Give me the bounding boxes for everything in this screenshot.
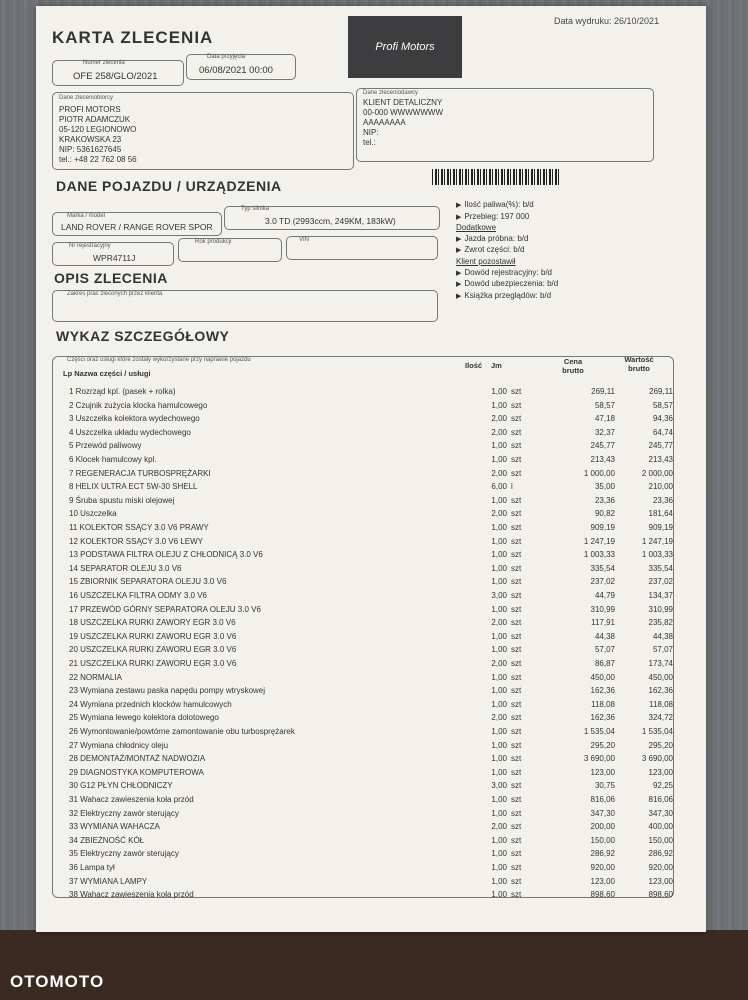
table-row xyxy=(53,577,673,591)
item-unit: szt xyxy=(511,387,522,396)
item-unit: szt xyxy=(511,468,522,478)
item-value: 118,08 xyxy=(649,699,673,709)
item-price: 335,54 xyxy=(590,563,615,573)
item-unit: szt xyxy=(511,781,522,791)
table-row xyxy=(53,537,673,551)
vehicle-section-title: DANE POJAZDU / URZĄDZENIA xyxy=(56,178,282,194)
item-name: 33 WYMIANA WAHACZA xyxy=(69,822,160,832)
table-row xyxy=(53,496,673,510)
table-row xyxy=(53,509,673,523)
item-name: 24 Wymiana przednich klocków hamulcowych xyxy=(69,699,232,709)
item-name: 36 Lampa tył xyxy=(69,863,115,872)
item-name: 2 Czujnik zużycia klocka hamulcowego xyxy=(69,400,208,410)
item-unit: szt xyxy=(511,441,522,451)
item-value: 58,57 xyxy=(652,400,673,410)
item-name: 5 Przewód paliwowy xyxy=(69,441,142,451)
item-name: 31 Wahacz zawieszenia koła przód xyxy=(69,795,194,804)
item-value: 150,00 xyxy=(648,835,673,845)
item-qty: 1,00 xyxy=(491,876,507,886)
order-number: OFE 258/GLO/2021 xyxy=(73,71,158,82)
registration-label: Nr rejestracyjny xyxy=(69,243,111,249)
table-row xyxy=(53,564,673,578)
arrow-right-icon: ▶ xyxy=(456,269,462,277)
item-name: 16 USZCZELKA FILTRA ODMY 3.0 V6 xyxy=(69,591,207,600)
arrow-right-icon: ▶ xyxy=(456,202,462,209)
item-unit: szt xyxy=(511,550,522,560)
status-fuel: ▶ Ilość paliwa(%): b/d xyxy=(456,200,558,212)
item-value: 310,99 xyxy=(648,604,673,614)
item-value: 2 000,00 xyxy=(641,468,673,478)
item-unit: szt xyxy=(511,699,522,709)
item-qty: 1,00 xyxy=(491,631,507,641)
item-price: 162,36 xyxy=(590,686,615,696)
item-qty: 1,00 xyxy=(491,699,507,709)
table-row xyxy=(53,849,673,863)
item-name: 23 Wymiana zestawu paska napędu pompy wtryskowej xyxy=(69,686,266,696)
print-date: Data wydruku: 26/10/2021 xyxy=(554,16,660,26)
item-unit: szt xyxy=(511,808,522,818)
contractor-details: PROFI MOTORS PIOTR ADAMCZUK 05-120 LEGIONOWO KRAKOWSKA 23 NIP: 5361627645 tel.: +48 22 762 08 56 xyxy=(59,105,137,164)
arrow-right-icon: ▶ xyxy=(456,247,462,255)
item-price: 1 535,04 xyxy=(583,727,615,736)
item-name: 12 KOLEKTOR SSĄCY 3.0 V6 LEWY xyxy=(69,536,203,546)
table-row xyxy=(53,700,673,714)
item-value: 237,02 xyxy=(648,577,673,587)
item-price: 1 003,33 xyxy=(583,550,615,560)
item-name: 22 NORMALIA xyxy=(69,672,122,682)
table-row xyxy=(53,645,673,659)
item-price: 286,92 xyxy=(590,849,615,859)
item-value: 134,37 xyxy=(648,591,673,600)
item-price: 269,11 xyxy=(591,387,615,396)
item-unit: szt xyxy=(511,795,522,804)
item-unit: szt xyxy=(511,455,522,464)
item-qty: 2,00 xyxy=(491,618,507,628)
item-value: 64,74 xyxy=(652,427,673,437)
background-floor xyxy=(0,930,748,1000)
status-parts-return: ▶ Zwrot części: b/d xyxy=(456,245,558,257)
arrow-right-icon: ▶ xyxy=(456,292,462,300)
item-value: 92,25 xyxy=(652,781,673,791)
contractor-label: Dane zleceniobiorcy xyxy=(59,95,114,101)
table-row xyxy=(53,469,673,483)
table-row xyxy=(53,673,673,687)
item-value: 295,20 xyxy=(648,740,673,750)
item-qty: 1,00 xyxy=(491,890,507,900)
item-qty: 1,00 xyxy=(491,754,507,764)
item-name: 21 USZCZELKA RURKI ZAWORU EGR 3.0 V6 xyxy=(69,659,237,668)
item-value: 3 690,00 xyxy=(641,754,673,764)
item-value: 400,00 xyxy=(648,822,673,832)
item-price: 44,79 xyxy=(594,591,615,600)
item-qty: 1,00 xyxy=(491,686,507,696)
client-box xyxy=(356,88,654,162)
item-price: 245,77 xyxy=(590,441,615,451)
item-name: 13 PODSTAWA FILTRA OLEJU Z CHŁODNICĄ 3.0 V6 xyxy=(69,550,263,560)
item-value: 181,64 xyxy=(648,509,673,519)
arrow-right-icon: ▶ xyxy=(456,235,462,243)
status-insurance-doc: ▶ Dowód ubezpieczenia: b/d xyxy=(456,279,558,291)
item-name: 37 WYMIANA LAMPY xyxy=(69,876,148,886)
item-price: 162,36 xyxy=(590,713,615,723)
vehicle-status-list xyxy=(456,200,558,302)
item-unit: szt xyxy=(511,754,522,764)
item-value: 324,72 xyxy=(648,713,673,723)
item-qty: 1,00 xyxy=(491,863,507,872)
table-row xyxy=(53,727,673,741)
table-row xyxy=(53,523,673,537)
item-unit: szt xyxy=(511,645,522,655)
table-row xyxy=(53,659,673,673)
table-row xyxy=(53,768,673,782)
item-qty: 6,00 xyxy=(491,482,507,492)
item-qty: 1,00 xyxy=(491,387,507,396)
item-name: 26 Wymontowanie/powtórne zamontowanie obu turbosprężarek xyxy=(69,727,295,736)
engine-type: 3.0 TD (2993ccm, 249KM, 183kW) xyxy=(265,216,396,226)
item-price: 150,00 xyxy=(590,835,615,845)
item-price: 1 247,19 xyxy=(583,536,615,546)
status-test-drive: ▶ Jazda próbna: b/d xyxy=(456,234,558,246)
item-value: 123,00 xyxy=(648,767,673,777)
item-name: 17 PRZEWÓD GÓRNY SEPARATORA OLEJU 3.0 V6 xyxy=(69,604,261,614)
item-qty: 1,00 xyxy=(491,400,507,410)
item-unit: szt xyxy=(511,509,522,519)
item-value: 245,77 xyxy=(648,441,673,451)
item-qty: 1,00 xyxy=(491,604,507,614)
table-row xyxy=(53,550,673,564)
item-price: 123,00 xyxy=(590,876,615,886)
item-price: 32,37 xyxy=(594,427,615,437)
item-price: 295,20 xyxy=(590,740,615,750)
header-name: Lp Nazwa części / usługi xyxy=(63,369,151,378)
item-unit: szt xyxy=(511,591,522,600)
item-name: 4 Uszczelka układu wydechowego xyxy=(69,427,191,437)
item-value: 269,11 xyxy=(649,387,673,396)
item-qty: 1,00 xyxy=(491,563,507,573)
description-scope-label: Zakres prac zleconych przez klienta xyxy=(67,291,163,297)
description-box xyxy=(52,290,438,322)
item-unit: szt xyxy=(511,618,522,628)
item-price: 347,30 xyxy=(590,808,615,818)
item-qty: 1,00 xyxy=(491,523,507,532)
item-price: 200,00 xyxy=(590,822,615,832)
item-price: 47,18 xyxy=(594,414,615,424)
item-value: 57,07 xyxy=(652,645,673,655)
barcode xyxy=(432,169,560,185)
item-price: 1 000,00 xyxy=(583,468,615,478)
item-qty: 1,00 xyxy=(491,577,507,587)
table-row xyxy=(53,822,673,836)
production-year-box xyxy=(178,238,282,262)
item-unit: szt xyxy=(511,427,522,437)
table-row xyxy=(53,686,673,700)
table-row xyxy=(53,890,673,904)
item-qty: 2,00 xyxy=(491,713,507,723)
item-value: 210,00 xyxy=(648,482,673,492)
item-unit: szt xyxy=(511,890,522,900)
vin-box xyxy=(286,236,438,260)
vin-label: VIN xyxy=(299,237,310,243)
company-logo xyxy=(348,16,462,78)
item-unit: szt xyxy=(511,414,522,424)
item-price: 44,38 xyxy=(594,631,615,641)
item-qty: 1,00 xyxy=(491,645,507,655)
item-name: 8 HELIX ULTRA ECT 5W-30 SHELL xyxy=(69,482,198,492)
item-unit: szt xyxy=(511,563,522,573)
item-unit: szt xyxy=(511,659,522,668)
header-price: Cena brutto xyxy=(562,357,584,375)
item-unit: szt xyxy=(511,536,522,546)
item-price: 213,43 xyxy=(590,455,615,464)
vehicle-make-box xyxy=(52,212,222,236)
item-unit: szt xyxy=(511,577,522,587)
item-price: 57,07 xyxy=(594,645,615,655)
item-value: 1 247,19 xyxy=(641,536,673,546)
order-number-label: Numer zlecenia xyxy=(83,60,125,66)
item-qty: 1,00 xyxy=(491,455,507,464)
client-label: Dane zleceniodawcy xyxy=(363,90,419,96)
engine-box xyxy=(224,206,440,230)
item-value: 1 003,33 xyxy=(641,550,673,560)
item-unit: szt xyxy=(511,400,522,410)
header-qty: Ilość xyxy=(465,361,483,370)
item-name: 9 Śruba spustu miski olejowej xyxy=(69,495,175,505)
item-unit: szt xyxy=(511,822,522,832)
table-row xyxy=(53,877,673,891)
item-unit: szt xyxy=(511,631,522,641)
item-value: 816,06 xyxy=(648,795,673,804)
item-price: 816,06 xyxy=(590,795,615,804)
item-value: 898,60 xyxy=(648,890,673,900)
item-price: 450,00 xyxy=(590,672,615,682)
order-date: 06/08/2021 00:00 xyxy=(199,65,273,76)
item-qty: 2,00 xyxy=(491,414,507,424)
item-qty: 1,00 xyxy=(491,835,507,845)
item-price: 58,57 xyxy=(594,400,615,410)
item-value: 286,92 xyxy=(648,849,673,859)
table-row xyxy=(53,455,673,469)
table-row xyxy=(53,401,673,415)
vehicle-make: LAND ROVER / RANGE ROVER SPOR xyxy=(61,222,213,232)
item-qty: 1,00 xyxy=(491,441,507,451)
item-name: 11 KOLEKTOR SSĄCY 3.0 V6 PRAWY xyxy=(69,523,209,532)
production-year-label: Rok produkcji xyxy=(195,239,232,245)
registration-box xyxy=(52,242,174,266)
item-price: 90,82 xyxy=(594,509,615,519)
vehicle-make-label: Marka / model xyxy=(67,213,106,219)
item-price: 3 690,00 xyxy=(583,754,615,764)
item-qty: 2,00 xyxy=(491,822,507,832)
item-name: 38 Wahacz zawieszenia koła przód xyxy=(69,890,194,900)
item-qty: 1,00 xyxy=(491,740,507,750)
item-unit: szt xyxy=(511,849,522,859)
contractor-box xyxy=(52,92,354,170)
client-details: KLIENT DETALICZNY 00-000 WWWWWWW AAAAAAAA NIP: tel.: xyxy=(363,98,443,147)
item-unit: szt xyxy=(511,495,522,505)
item-name: 34 ZBIEŻNOŚĆ KÓŁ xyxy=(69,835,145,845)
item-name: 3 Uszczelka kolektora wydechowego xyxy=(69,414,200,424)
item-name: 30 G12 PŁYN CHŁODNICZY xyxy=(69,781,173,791)
item-price: 118,08 xyxy=(591,699,615,709)
item-name: 1 Rozrząd kpl. (pasek + rolka) xyxy=(69,387,176,396)
item-value: 1 535,04 xyxy=(641,727,673,736)
item-value: 123,00 xyxy=(648,876,673,886)
item-unit: szt xyxy=(511,713,522,723)
item-value: 335,54 xyxy=(648,563,673,573)
item-value: 23,36 xyxy=(652,495,673,505)
header-unit: Jm xyxy=(491,361,502,370)
item-value: 44,38 xyxy=(652,631,673,641)
item-name: 32 Elektryczny zawór sterujący xyxy=(69,808,179,818)
table-row xyxy=(53,713,673,727)
item-price: 23,36 xyxy=(594,495,615,505)
item-name: 20 USZCZELKA RURKI ZAWORU EGR 3.0 V6 xyxy=(69,645,237,655)
item-qty: 1,00 xyxy=(491,849,507,859)
item-value: 173,74 xyxy=(648,659,673,668)
logo-text: Profi Motors xyxy=(375,41,435,53)
item-qty: 3,00 xyxy=(491,781,507,791)
item-price: 35,00 xyxy=(594,482,615,492)
item-name: 10 Uszczelka xyxy=(69,509,117,519)
table-row xyxy=(53,605,673,619)
status-registration-doc: ▶ Dowód rejestracyjny: b/d xyxy=(456,268,558,280)
item-value: 94,36 xyxy=(652,414,673,424)
otomoto-watermark: OTOMOTO xyxy=(10,972,105,991)
table-row xyxy=(53,632,673,646)
table-row xyxy=(53,836,673,850)
table-row xyxy=(53,618,673,632)
item-qty: 2,00 xyxy=(491,509,507,519)
item-value: 920,00 xyxy=(648,863,673,872)
registration-number: WPR4711J xyxy=(93,253,136,263)
table-row xyxy=(53,781,673,795)
item-name: 28 DEMONTAŻ/MONTAŻ NADWOZIA xyxy=(69,754,206,764)
item-qty: 1,00 xyxy=(491,536,507,546)
item-name: 6 Klocek hamulcowy kpl. xyxy=(69,455,157,464)
table-row xyxy=(53,591,673,605)
table-row xyxy=(53,441,673,455)
item-name: 29 DIAGNOSTYKA KOMPUTEROWA xyxy=(69,767,204,777)
order-document xyxy=(36,6,706,932)
item-price: 237,02 xyxy=(590,577,615,587)
item-qty: 2,00 xyxy=(491,427,507,437)
engine-label: Typ silnika xyxy=(241,206,270,212)
item-name: 14 SEPARATOR OLEJU 3.0 V6 xyxy=(69,563,182,573)
description-section-title: OPIS ZLECENIA xyxy=(54,270,168,286)
item-value: 213,43 xyxy=(648,455,673,464)
table-row xyxy=(53,414,673,428)
order-date-label: Data przyjęcia xyxy=(207,54,246,60)
item-name: 25 Wymiana lewego kolektora dolotowego xyxy=(69,713,219,723)
details-caption: Części oraz usługi które zostały wykorzystane przy naprawie pojazdu xyxy=(67,357,251,363)
table-row xyxy=(53,809,673,823)
item-unit: szt xyxy=(511,767,522,777)
item-value: 235,82 xyxy=(648,618,673,628)
item-price: 123,00 xyxy=(590,767,615,777)
item-unit: szt xyxy=(511,523,522,532)
item-qty: 1,00 xyxy=(491,550,507,560)
item-value: 162,36 xyxy=(648,686,673,696)
item-unit: szt xyxy=(511,876,522,886)
item-name: 7 REGENERACJA TURBOSPRĘŻARKI xyxy=(69,468,211,478)
item-value: 909,19 xyxy=(648,523,673,532)
table-row xyxy=(53,754,673,768)
item-price: 310,99 xyxy=(590,604,615,614)
order-number-box xyxy=(52,60,184,86)
arrow-right-icon: ▶ xyxy=(456,213,462,221)
item-qty: 3,00 xyxy=(491,591,507,600)
item-unit: szt xyxy=(511,672,522,682)
document-title: KARTA ZLECENIA xyxy=(52,28,214,47)
item-unit: szt xyxy=(511,686,522,696)
status-extra-heading: Dodatkowe xyxy=(456,223,497,233)
item-value: 347,30 xyxy=(648,808,673,818)
table-row xyxy=(53,795,673,809)
status-left-heading: Klient pozostawił xyxy=(456,256,516,266)
item-name: 19 USZCZELKA RURKI ZAWORU EGR 3.0 V6 xyxy=(69,631,237,641)
status-mileage: ▶ Przebieg: 197 000 xyxy=(456,212,558,224)
details-section-title: WYKAZ SZCZEGÓŁOWY xyxy=(56,328,230,344)
header-value: Wartość brutto xyxy=(624,355,654,373)
item-name: 18 USZCZELKA RURKI ZAWORY EGR 3.0 V6 xyxy=(69,618,236,628)
item-price: 30,75 xyxy=(594,781,615,791)
item-unit: szt xyxy=(511,727,522,736)
item-qty: 1,00 xyxy=(491,767,507,777)
table-row xyxy=(53,863,673,877)
item-qty: 2,00 xyxy=(491,659,507,668)
item-qty: 1,00 xyxy=(491,795,507,804)
item-price: 898,60 xyxy=(590,890,615,900)
table-row xyxy=(53,428,673,442)
table-row xyxy=(53,741,673,755)
item-price: 117,91 xyxy=(591,618,615,628)
item-unit: szt xyxy=(511,740,522,750)
details-table xyxy=(52,356,674,898)
arrow-right-icon: ▶ xyxy=(456,281,462,289)
item-price: 920,00 xyxy=(590,863,615,872)
item-qty: 1,00 xyxy=(491,727,507,736)
item-unit: szt xyxy=(511,863,522,872)
table-row xyxy=(53,482,673,496)
item-name: 27 Wymiana chłodnicy oleju xyxy=(69,740,169,750)
item-value: 450,00 xyxy=(648,672,673,682)
item-name: 35 Elektryczny zawór sterujący xyxy=(69,849,179,859)
item-price: 909,19 xyxy=(590,523,615,532)
item-qty: 2,00 xyxy=(491,468,507,478)
item-qty: 1,00 xyxy=(491,495,507,505)
item-name: 15 ZBIORNIK SEPARATORA OLEJU 3.0 V6 xyxy=(69,577,227,587)
item-unit: szt xyxy=(511,835,522,845)
item-qty: 1,00 xyxy=(491,808,507,818)
order-date-box xyxy=(186,54,296,80)
table-row xyxy=(53,387,673,401)
item-qty: 1,00 xyxy=(491,672,507,682)
item-unit: l xyxy=(511,482,513,492)
item-unit: szt xyxy=(511,604,522,614)
item-price: 86,87 xyxy=(594,659,615,668)
status-service-book: ▶ Książka przeglądów: b/d xyxy=(456,291,558,303)
